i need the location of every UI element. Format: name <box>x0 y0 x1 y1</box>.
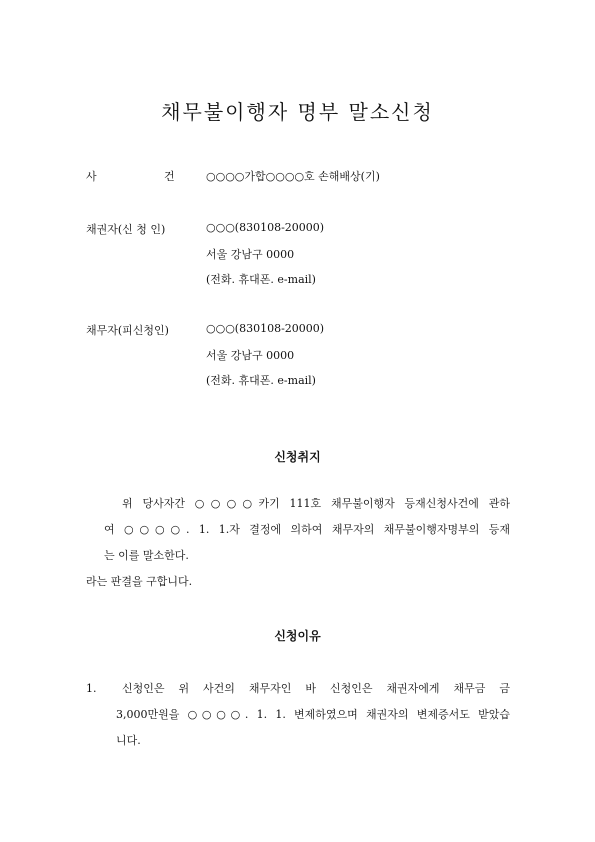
reason-line-2: 3,000만원을 ○○○○. 1. 1. 변제하였으며 채권자의 변제증서도 받았습 <box>116 708 510 721</box>
purpose-line-2: 여 ○○○○. 1. 1.자 결정에 의하여 채무자의 채무불이행자명부의 등재 <box>104 523 510 536</box>
case-label-left: 사 <box>86 170 97 183</box>
reason-number: 1. <box>86 682 97 695</box>
purpose-line-3: 는 이를 말소한다. <box>104 549 189 562</box>
creditor-label: 채권자(신 청 인) <box>86 223 166 236</box>
reason-line-3: 니다. <box>116 734 141 747</box>
debtor-name-id: ○○○(830108-20000) <box>206 322 325 335</box>
purpose-line-1: 위 당사자간 ○○○○카기 111호 채무불이행자 등재신청사건에 관하 <box>122 497 510 510</box>
purpose-closing: 라는 판결을 구합니다. <box>86 575 193 588</box>
creditor-address: 서울 강남구 0000 <box>206 248 295 261</box>
reason-heading: 신청이유 <box>274 629 321 643</box>
case-value: ○○○○가합○○○○호 손해배상(기) <box>206 170 380 183</box>
debtor-address: 서울 강남구 0000 <box>206 349 295 362</box>
creditor-name-id: ○○○(830108-20000) <box>206 221 325 234</box>
case-label-right: 건 <box>164 170 175 183</box>
debtor-label: 채무자(피신청인) <box>86 324 169 337</box>
creditor-contact: (전화. 휴대폰. e-mail) <box>206 273 316 286</box>
reason-line-1: 신청인은 위 사건의 채무자인 바 신청인은 채권자에게 채무금 금 <box>122 682 510 695</box>
document-title: 채무불이행자 명부 말소신청 <box>161 100 434 124</box>
purpose-heading: 신청취지 <box>274 450 321 464</box>
debtor-contact: (전화. 휴대폰. e-mail) <box>206 374 316 387</box>
